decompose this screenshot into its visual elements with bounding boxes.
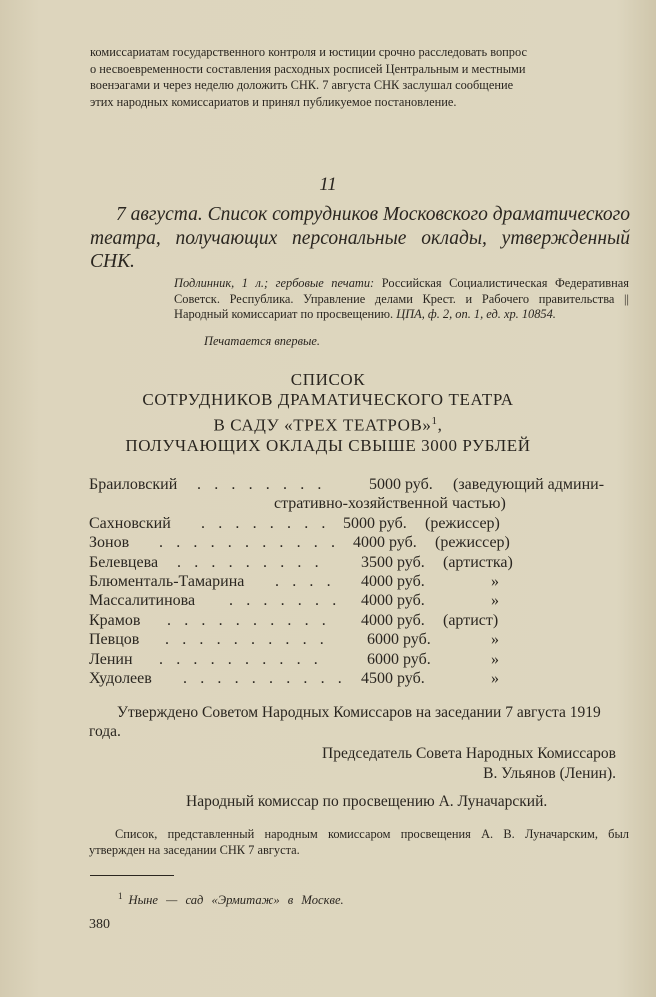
leader-dots: . . . . . . . . . . . [159,534,340,552]
staff-position: стративно-хозяйственной частью) [274,495,506,513]
staff-row [89,514,634,533]
staff-position: » [491,572,499,590]
staff-salary: 4500 руб. [361,669,425,687]
list-heading-line [0,411,656,436]
staff-list [89,475,634,688]
staff-position: (заведующий админи- [453,476,605,493]
footnote-divider [90,875,174,876]
staff-row [89,630,634,649]
staff-salary: 6000 руб. [367,631,431,649]
footnote [118,891,344,908]
staff-position: (режиссер) [425,514,500,532]
signature-title: Председатель Совета Народных Комиссаров [322,745,616,762]
list-heading-line: ПОЛУЧАЮЩИХ ОКЛАДЫ СВЫШЕ 3000 РУБЛЕЙ [125,435,531,455]
staff-name: Браиловский [89,476,178,493]
leader-dots: . . . . [275,572,336,590]
commissar-line: Народный комиссар по просвещению А. Луначарский. [186,793,548,810]
document-title: 7 августа. Список сотрудников Московского драматического театра, получающих персональные оклады, утвержденный СНК. [90,204,630,272]
staff-row [89,611,634,630]
staff-salary: 5000 руб. [343,514,407,532]
staff-name: Певцов [89,631,140,649]
leader-dots: . . . . . . . . . . [165,631,329,649]
archive-reference: ЦПА, ф. 2, оп. 1, ед. хр. 10854. [396,307,556,322]
staff-position: » [491,631,499,649]
staff-salary: 4000 руб. [361,611,425,629]
source-description [174,276,629,323]
source-text: Российская Социалистическая Федеративная Советск. Республика. Управление делами Крест. и Рабочего правительства || Народный комиссариат по просвещению. [174,276,629,322]
staff-row [89,650,634,669]
staff-salary: 4000 руб. [361,572,425,590]
document-number: 11 [319,174,337,195]
staff-row [89,591,634,610]
publication-note: Печатается впервые. [204,334,320,348]
leader-dots: . . . . . . . [229,592,341,610]
staff-position: » [491,592,499,610]
staff-row-continuation [89,494,634,513]
list-heading-line: СОТРУДНИКОВ ДРАМАТИЧЕСКОГО ТЕАТРА [142,390,514,410]
list-heading-line: СПИСОК [290,370,366,389]
leader-dots: . . . . . . . . [197,476,326,493]
staff-salary: 6000 руб. [367,650,431,668]
staff-name: Крамов [89,611,141,629]
staff-name: Зонов [89,534,130,552]
staff-row [89,475,634,494]
staff-salary: 3500 руб. [361,553,425,571]
footnote-text: Ныне — сад «Эрмитаж» в Москве. [128,893,344,908]
leader-dots: . . . . . . . . . [177,553,324,571]
closing-paragraph: Список, представленный народным комиссаром просвещения А. В. Луначарским, был утвержден на заседании СНК 7 августа. [89,827,629,858]
leader-dots: . . . . . . . . . . [183,669,347,687]
leader-dots: . . . . . . . . [201,514,330,532]
intro-line: комиссариатам государственного контроля и юстиции срочно расследовать вопрос [90,45,527,59]
leader-dots: . . . . . . . . . . [167,611,331,629]
intro-line: о несвоевременности составления расходных росписей Центральным и местными [90,61,526,76]
footnote-marker: 1 [431,414,438,427]
intro-paragraph [90,44,630,110]
list-heading [0,370,656,456]
signature-name: В. Ульянов (Ленин). [483,764,616,782]
page-number: 380 [89,917,110,932]
source-label: Подлинник, 1 л.; гербовые печати: [174,276,375,290]
staff-salary: 4000 руб. [353,534,417,552]
staff-name: Худолеев [89,669,152,687]
staff-salary: 5000 руб. [369,476,433,493]
staff-row [89,533,634,552]
list-heading-text: В САДУ «ТРЕХ ТЕАТРОВ» [213,415,432,435]
staff-name: Сахновский [89,514,171,532]
staff-position: » [491,669,499,687]
staff-name: Белевцева [89,553,159,571]
staff-name: Ленин [89,650,133,668]
staff-row [89,669,634,688]
staff-row [89,553,634,572]
staff-position: » [491,650,499,668]
staff-position: (режиссер) [435,534,510,552]
staff-position: (артист) [443,611,499,629]
staff-name: Блюменталь-Тамарина [89,572,245,590]
staff-row [89,572,634,591]
signature-block [322,744,616,784]
intro-line: этих народных комиссариатов и принял публикуемое постановление. [90,94,457,109]
intro-line: военэагами и через неделю доложить СНК. 7 августа СНК заслушал сообщение [90,78,514,93]
staff-position: (артистка) [443,553,513,571]
approval-statement: Утверждено Советом Народных Комиссаров на заседании 7 августа 1919 года. [89,704,601,740]
list-heading-comma: , [437,415,443,435]
footnote-marker: 1 [118,891,123,901]
leader-dots: . . . . . . . . . . [159,650,323,668]
staff-salary: 4000 руб. [361,592,425,610]
staff-name: Массалитинова [89,592,196,610]
